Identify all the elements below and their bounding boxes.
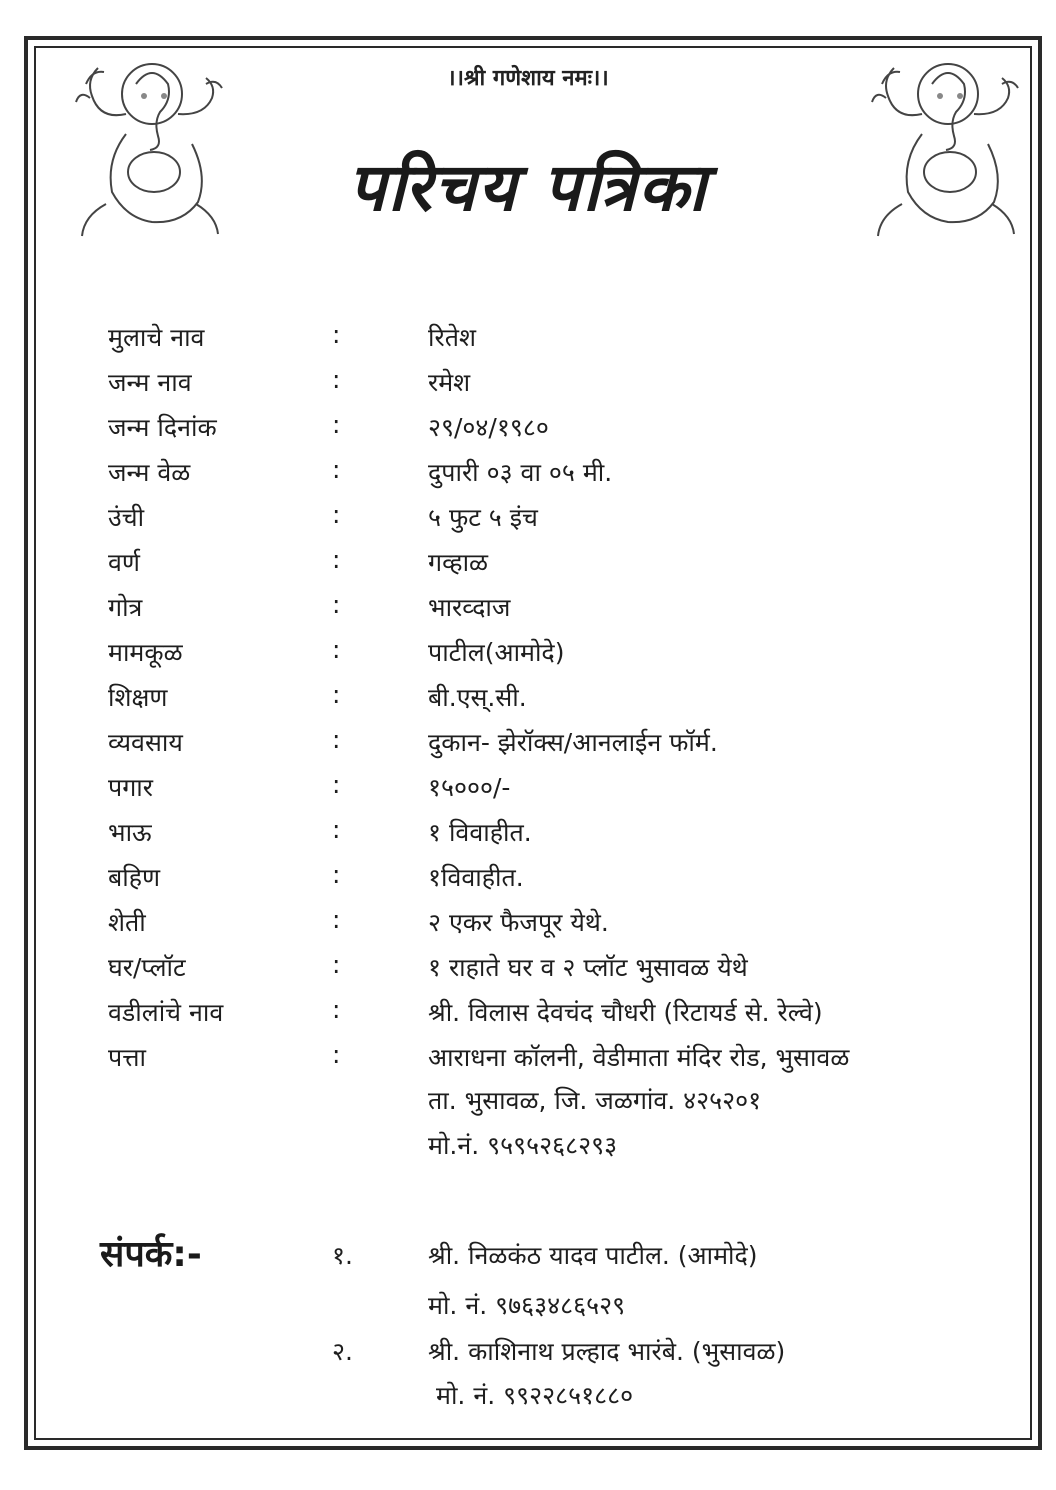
detail-value: ५ फुट ५ इंच <box>428 503 538 532</box>
detail-label: जन्म दिनांक <box>108 413 217 442</box>
detail-value: २९/०४/१९८० <box>428 413 549 442</box>
blessing-text: ।।श्री गणेशाय नमः।। <box>447 66 609 91</box>
detail-value: रमेश <box>428 368 471 397</box>
contact-phone: मो. नं. ९९२२८५१८८० <box>436 1381 634 1410</box>
detail-value: दुपारी ०३ वा ०५ मी. <box>428 458 613 487</box>
detail-colon: : <box>332 500 341 529</box>
detail-label: मामकूळ <box>108 638 183 667</box>
detail-value: १विवाहीत. <box>428 863 524 892</box>
detail-colon: : <box>332 590 341 619</box>
detail-colon: : <box>332 995 341 1024</box>
detail-colon: : <box>332 950 341 979</box>
detail-colon: : <box>332 410 341 439</box>
detail-value: १५०००/- <box>428 773 511 802</box>
page-title: परिचय पत्रिका <box>348 149 708 226</box>
detail-label: व्यवसाय <box>108 728 183 757</box>
detail-colon: : <box>332 680 341 709</box>
contact-phone: मो. नं. ९७६३४८६५२९ <box>428 1291 626 1320</box>
detail-colon: : <box>332 815 341 844</box>
detail-value: श्री. विलास देवचंद चौधरी (रिटायर्ड से. रेल्वे) <box>428 998 823 1027</box>
detail-value: पाटील(आमोदे) <box>428 638 565 667</box>
detail-colon: : <box>332 365 341 394</box>
contact-name: श्री. काशिनाथ प्रल्हाद भारंबे. (भुसावळ) <box>428 1337 786 1366</box>
detail-value: रितेश <box>428 323 476 352</box>
detail-label: पत्ता <box>108 1043 146 1072</box>
detail-label: बहिण <box>108 863 161 892</box>
contact-number: २. <box>332 1337 353 1366</box>
detail-colon: : <box>332 635 341 664</box>
detail-colon: : <box>332 770 341 799</box>
detail-label: भाऊ <box>108 818 152 847</box>
detail-value: आराधना कॉलनी, वेडीमाता मंदिर रोड, भुसावळ <box>428 1043 850 1072</box>
detail-colon: : <box>332 455 341 484</box>
contact-name: श्री. निळकंठ यादव पाटील. (आमोदे) <box>428 1241 758 1270</box>
address-line: ता. भुसावळ, जि. जळगांव. ४२५२०१ <box>428 1086 762 1115</box>
detail-value: २ एकर फैजपूर येथे. <box>428 908 609 937</box>
detail-label: जन्म नाव <box>108 368 192 397</box>
contact-number: १. <box>332 1241 353 1270</box>
detail-label: गोत्र <box>108 593 143 622</box>
detail-colon: : <box>332 905 341 934</box>
detail-value: गव्हाळ <box>428 548 489 577</box>
detail-label: जन्म वेळ <box>108 458 191 487</box>
detail-value: दुकान- झेरॉक्स/आनलाईन फॉर्म. <box>428 728 718 757</box>
detail-label: मुलाचे नाव <box>108 323 205 352</box>
detail-value: भारव्दाज <box>428 593 511 622</box>
detail-label: उंची <box>108 503 145 532</box>
detail-label: वर्ण <box>108 548 140 577</box>
detail-colon: : <box>332 1040 341 1069</box>
detail-colon: : <box>332 545 341 574</box>
mobile-number: मो.नं. ९५९५२६८२९३ <box>428 1131 618 1160</box>
detail-label: घर/प्लॉट <box>108 953 186 982</box>
contact-heading: संपर्क:- <box>100 1234 202 1275</box>
detail-label: शिक्षण <box>108 683 168 712</box>
detail-colon: : <box>332 860 341 889</box>
detail-value: १ राहाते घर व २ प्लॉट भुसावळ येथे <box>428 953 748 982</box>
detail-label: पगार <box>108 773 153 802</box>
detail-label: शेती <box>108 908 146 937</box>
detail-colon: : <box>332 725 341 754</box>
detail-value: १ विवाहीत. <box>428 818 532 847</box>
detail-colon: : <box>332 320 341 349</box>
detail-label: वडीलांचे नाव <box>108 998 224 1027</box>
detail-value: बी.एस्.सी. <box>428 683 527 712</box>
